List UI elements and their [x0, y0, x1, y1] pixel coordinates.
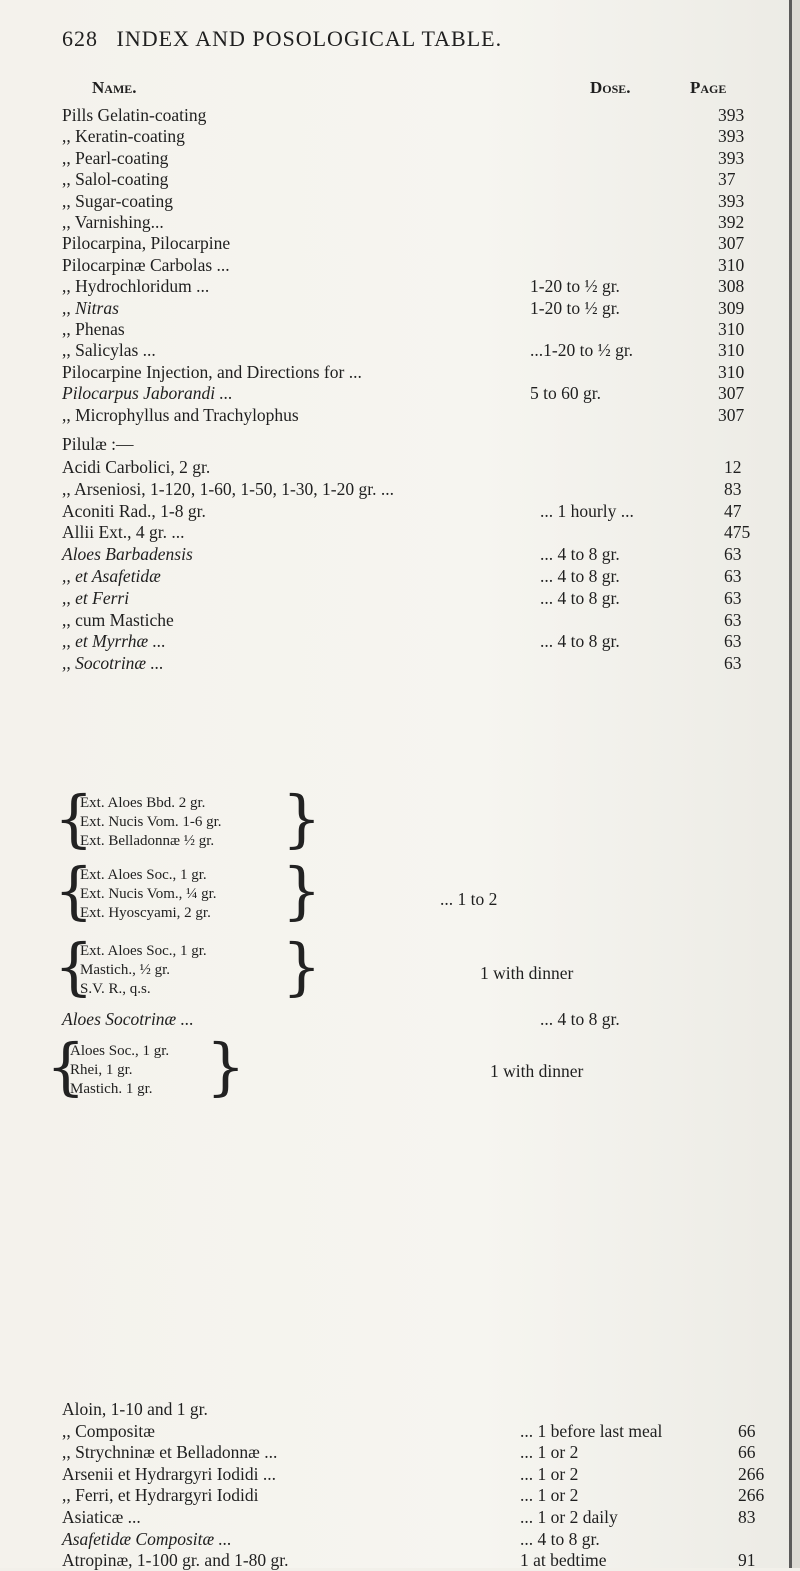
left-brace: { — [54, 782, 94, 855]
dose-value: ... 4 to 8 gr. — [540, 587, 620, 608]
dose-value: 1 with dinner — [490, 1061, 584, 1081]
entry-row — [0, 500, 790, 522]
dose-value: ... 4 to 8 gr. — [540, 566, 620, 586]
entry-name: ,, cum Mastiche — [62, 609, 174, 630]
entry-name: Allii Ext., 4 gr. ... — [62, 522, 185, 543]
compound-formula-1 — [80, 794, 222, 851]
entry-name: Pilocarpine Injection, and Directions for ... — [62, 361, 362, 382]
entry-name: ,, Arseniosi, 1-120, 1-60, 1-50, 1-30, 1-20 gr. ... — [62, 478, 394, 499]
entry-row — [0, 1008, 790, 1030]
dose-value: ... 1 or 2 daily — [520, 1507, 618, 1527]
formula-line: Ext. Nucis Vom., ¼ gr. — [80, 886, 217, 902]
entry-name: ,, Salol-coating — [62, 169, 169, 190]
formula-line: Ext. Aloes Soc., 1 gr. — [80, 867, 207, 883]
page-reference: 310 — [718, 361, 745, 382]
column-header-name: Name. — [92, 78, 137, 97]
entry-name: Aloes Barbadensis — [62, 544, 193, 565]
entry-row — [0, 652, 790, 674]
entry-row — [0, 297, 790, 319]
page-reference: 393 — [718, 190, 745, 211]
entry-row — [0, 1506, 790, 1528]
entry-name: ,, Microphyllus and Trachylophus — [62, 404, 299, 425]
page-reference: 83 — [724, 478, 742, 499]
entry-row — [0, 190, 790, 212]
entry-row — [0, 147, 790, 169]
entry-name: ,, Sugar-coating — [62, 190, 173, 211]
dose-value: ... 1 before last meal — [520, 1420, 663, 1441]
entry-row — [0, 275, 790, 297]
entry-name: Arsenii et Hydrargyri Iodidi ... — [62, 1463, 277, 1484]
page-reference: 66 — [738, 1442, 756, 1463]
dose-value: ... 4 to 8 gr. — [540, 1009, 620, 1029]
page-reference: 393 — [718, 147, 745, 168]
page-reference: 83 — [738, 1507, 756, 1527]
page-reference: 393 — [718, 126, 745, 147]
formula-line: Rhei, 1 gr. — [70, 1062, 133, 1078]
entry-name: Pilocarpinæ Carbolas ... — [62, 254, 230, 275]
formula-line: Ext. Aloes Bbd. 2 gr. — [80, 795, 206, 811]
entry-row — [0, 1420, 790, 1442]
entry-row — [0, 104, 790, 126]
entry-row — [0, 478, 790, 500]
entry-name: Acidi Carbolici, 2 gr. — [62, 457, 211, 477]
entry-row — [0, 168, 790, 190]
page-reference: 91 — [738, 1550, 756, 1571]
page-reference: 47 — [724, 500, 742, 521]
entry-row — [0, 1484, 790, 1506]
formula-line: Mastich., ½ gr. — [80, 962, 170, 978]
dose-value: ...1-20 to ½ gr. — [530, 340, 634, 361]
dose-value: 1 with dinner — [480, 963, 574, 983]
page-reference: 63 — [724, 544, 742, 565]
entry-row — [0, 382, 790, 404]
entry-name: Aconiti Rad., 1-8 gr. — [62, 500, 206, 521]
page-reference: 392 — [718, 212, 745, 232]
right-brace: } — [206, 1030, 246, 1103]
page-reference: 307 — [718, 233, 745, 254]
dose-value: 1 at bedtime — [520, 1550, 607, 1571]
left-brace: { — [46, 1030, 86, 1103]
entry-row — [0, 630, 790, 652]
page-reference: 63 — [724, 566, 742, 586]
dose-value: ... 4 to 8 gr. — [540, 544, 620, 565]
page-edge-shadow — [792, 0, 800, 1568]
entry-row — [0, 232, 790, 254]
page-reference: 12 — [724, 457, 742, 477]
entry-row — [0, 565, 790, 587]
entry-row — [0, 318, 790, 340]
dose-value: ... 4 to 8 gr. — [540, 631, 620, 652]
compound-dose-row — [0, 888, 790, 910]
page-reference: 307 — [718, 404, 745, 425]
entry-row — [0, 609, 790, 631]
right-brace: } — [282, 930, 322, 1003]
entry-name: ,, Socotrinæ ... — [62, 653, 164, 674]
page-reference: 266 — [738, 1463, 765, 1484]
entry-name: ,, Varnishing... — [62, 212, 164, 232]
page-reference: 307 — [718, 383, 745, 404]
left-brace: { — [54, 930, 94, 1003]
formula-line: Ext. Hyoscyami, 2 gr. — [80, 905, 211, 921]
dose-value: ... 1 to 2 — [440, 889, 498, 909]
entry-name: ,, Ferri, et Hydrargyri Iodidi — [62, 1485, 259, 1506]
page-reference: 37 — [718, 169, 736, 190]
entry-name: Pilocarpina, Pilocarpine — [62, 233, 231, 254]
dose-value: ... 1 or 2 — [520, 1463, 579, 1484]
entry-name: ,, Hydrochloridum ... — [62, 276, 210, 297]
entry-name: ,, Compositæ — [62, 1420, 155, 1441]
entry-name: ,, Nitras — [62, 297, 119, 318]
entry-row — [0, 211, 790, 233]
page-reference: 310 — [718, 254, 745, 275]
page-reference: 310 — [718, 319, 745, 339]
page-number: 628 — [62, 26, 98, 51]
entry-row — [0, 339, 790, 361]
dose-value: 1-20 to ½ gr. — [530, 276, 620, 297]
compound-dose-row — [0, 962, 790, 984]
entry-name: Pills Gelatin-coating — [62, 105, 207, 125]
entry-name: ,, Pearl-coating — [62, 147, 169, 168]
page-reference: 266 — [738, 1485, 765, 1506]
page-header — [62, 26, 502, 52]
formula-line: Aloes Soc., 1 gr. — [70, 1043, 170, 1059]
formula-line: Ext. Nucis Vom. 1-6 gr. — [80, 814, 222, 830]
column-header-page: Page — [690, 78, 727, 97]
page-title: INDEX AND POSOLOGICAL TABLE. — [116, 26, 503, 51]
entry-name: ,, Salicylas ... — [62, 340, 156, 361]
page-reference: 66 — [738, 1420, 756, 1441]
page-reference: 309 — [718, 297, 745, 318]
column-header-dose: Dose. — [590, 78, 631, 97]
entry-name: ,, Strychninæ et Belladonnæ ... — [62, 1442, 278, 1463]
entry-row — [0, 1528, 790, 1550]
section-title: Pilulæ :— — [62, 434, 134, 454]
pilulae-heading — [0, 433, 790, 455]
page-reference: 63 — [724, 609, 742, 630]
right-brace: } — [282, 854, 322, 927]
entry-name: ,, Keratin-coating — [62, 126, 185, 147]
entry-row — [0, 521, 790, 543]
entry-name: ,, et Asafetidæ — [62, 566, 161, 586]
page-reference: 393 — [718, 105, 745, 125]
entry-name: Asiaticæ ... — [62, 1507, 141, 1527]
entry-row — [0, 587, 790, 609]
entry-row — [0, 1441, 790, 1463]
dose-value: ... 1 or 2 — [520, 1485, 579, 1506]
entry-row — [0, 1463, 790, 1485]
entry-name: Aloes Socotrinæ ... — [62, 1009, 194, 1029]
formula-line: S.V. R., q.s. — [80, 981, 151, 997]
entry-name: Atropinæ, 1-100 gr. and 1-80 gr. — [62, 1550, 289, 1571]
entry-name: Asafetidæ Compositæ ... — [62, 1528, 232, 1549]
entry-row — [0, 361, 790, 383]
formula-line: Ext. Belladonnæ ½ gr. — [80, 833, 215, 849]
left-brace: { — [54, 854, 94, 927]
entry-row — [0, 125, 790, 147]
formula-line: Mastich. 1 gr. — [70, 1081, 153, 1097]
page-reference: 310 — [718, 340, 745, 361]
dose-value: ... 1 or 2 — [520, 1442, 579, 1463]
dose-value: ... 4 to 8 gr. — [520, 1528, 600, 1549]
entry-name: ,, et Ferri — [62, 587, 130, 608]
page-reference: 308 — [718, 276, 745, 297]
entry-name: ,, Phenas — [62, 319, 125, 339]
entry-name: Pilocarpus Jaborandi ... — [62, 383, 233, 404]
dose-value: ... 1 hourly ... — [540, 500, 634, 521]
formula-line: Ext. Aloes Soc., 1 gr. — [80, 943, 207, 959]
dose-value: 5 to 60 gr. — [530, 383, 601, 404]
page-reference: 63 — [724, 631, 742, 652]
dose-value: 1-20 to ½ gr. — [530, 297, 620, 318]
entry-name: Aloin, 1-10 and 1 gr. — [62, 1399, 208, 1419]
page-reference: 63 — [724, 653, 742, 674]
entry-row — [0, 456, 790, 478]
compound-dose-row — [0, 1060, 790, 1082]
right-brace: } — [282, 782, 322, 855]
entry-name: ,, et Myrrhæ ... — [62, 631, 166, 652]
page-reference: 63 — [724, 587, 742, 608]
entry-row — [0, 543, 790, 565]
page-reference: 475 — [724, 522, 751, 543]
entry-row — [0, 1398, 790, 1420]
entry-row — [0, 254, 790, 276]
entry-row — [0, 404, 790, 426]
